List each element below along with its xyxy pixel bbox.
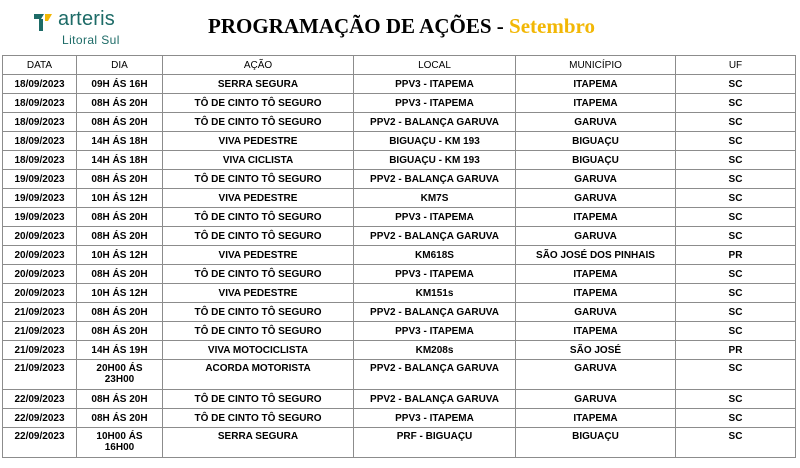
location-cell: [354, 390, 516, 409]
time-cell-text: 08H ÁS 20H: [91, 268, 148, 280]
date-cell-text: 19/09/2023: [14, 192, 65, 204]
municipality-cell-text: GARUVA: [574, 363, 617, 374]
state-cell-text: SC: [728, 154, 743, 166]
title-main: PROGRAMAÇÃO DE AÇÕES: [208, 14, 492, 38]
municipality-cell-text: ITAPEMA: [573, 97, 618, 109]
municipality-cell-text: BIGUAÇU: [572, 431, 619, 442]
municipality-cell: [516, 360, 676, 390]
time-cell: [77, 170, 163, 189]
action-cell-text: TÔ DE CINTO TÔ SEGURO: [194, 173, 322, 185]
municipality-cell-text: GARUVA: [574, 192, 617, 204]
action-cell-text: TÔ DE CINTO TÔ SEGURO: [194, 230, 322, 242]
time-cell-text: 14H ÁS 18H: [91, 135, 148, 147]
location-cell: [354, 284, 516, 303]
state-cell: [676, 284, 796, 303]
municipality-cell-text: GARUVA: [574, 306, 617, 318]
date-cell-text: 18/09/2023: [14, 154, 65, 166]
time-cell-text: 08H ÁS 20H: [91, 97, 148, 109]
municipality-cell-text: ITAPEMA: [573, 268, 618, 280]
time-cell-text: 08H ÁS 20H: [91, 325, 148, 337]
table-row: [3, 409, 796, 428]
action-cell: [163, 151, 354, 170]
time-cell-text: 10H ÁS 12H: [91, 249, 148, 261]
date-cell: [3, 428, 77, 458]
municipality-cell-text: GARUVA: [574, 230, 617, 242]
date-cell-text: 20/09/2023: [14, 230, 65, 242]
location-cell-text: PPV3 - ITAPEMA: [395, 97, 474, 109]
date-cell-text: 21/09/2023: [14, 344, 65, 356]
time-cell-text: 10H00 ÁS 16H00: [96, 431, 143, 453]
state-cell: [676, 189, 796, 208]
municipality-cell: [516, 94, 676, 113]
time-cell-text: 08H ÁS 20H: [91, 393, 148, 405]
date-cell: [3, 322, 77, 341]
date-cell: [3, 170, 77, 189]
municipality-cell-text: SÃO JOSÉ: [569, 344, 622, 356]
time-cell-text: 10H ÁS 12H: [91, 192, 148, 204]
location-cell: [354, 322, 516, 341]
date-cell: [3, 132, 77, 151]
municipality-cell-text: ITAPEMA: [573, 287, 618, 299]
action-cell-text: VIVA CICLISTA: [222, 154, 294, 166]
location-cell-text: KM208s: [415, 344, 454, 356]
time-cell: [77, 360, 163, 390]
time-cell-text: 08H ÁS 20H: [91, 230, 148, 242]
municipality-cell: [516, 189, 676, 208]
municipality-cell: [516, 303, 676, 322]
location-cell: [354, 113, 516, 132]
municipality-cell: [516, 75, 676, 94]
municipality-cell: [516, 284, 676, 303]
action-cell-text: TÔ DE CINTO TÔ SEGURO: [194, 325, 322, 337]
arteris-mark-icon: [32, 10, 54, 32]
date-cell-text: 18/09/2023: [14, 78, 65, 90]
table-row: [3, 360, 796, 390]
action-cell-text: SERRA SEGURA: [217, 431, 299, 442]
table-row: [3, 246, 796, 265]
municipality-cell: [516, 151, 676, 170]
location-cell-text: KM7S: [420, 192, 449, 204]
municipality-cell: [516, 322, 676, 341]
table-row: [3, 284, 796, 303]
state-cell-text: SC: [728, 287, 743, 299]
time-cell-text: 08H ÁS 20H: [91, 306, 148, 318]
state-cell: [676, 246, 796, 265]
date-cell: [3, 265, 77, 284]
date-cell: [3, 75, 77, 94]
date-cell-text: 21/09/2023: [14, 325, 65, 337]
location-cell-text: PPV2 - BALANÇA GARUVA: [370, 306, 499, 318]
action-cell-text: TÔ DE CINTO TÔ SEGURO: [194, 268, 322, 280]
title-separator: -: [491, 14, 510, 38]
location-cell: [354, 360, 516, 390]
municipality-cell: [516, 341, 676, 360]
location-cell-text: PPV2 - BALANÇA GARUVA: [370, 230, 499, 242]
action-cell: [163, 360, 354, 390]
action-cell: [163, 322, 354, 341]
time-cell: [77, 322, 163, 341]
date-cell-text: 20/09/2023: [14, 249, 65, 261]
location-cell-text: PPV3 - ITAPEMA: [395, 325, 474, 337]
header: [0, 0, 800, 55]
location-cell: [354, 208, 516, 227]
header-acao: AÇÃO: [163, 56, 354, 75]
time-cell-text: 09H ÁS 16H: [91, 78, 148, 90]
state-cell-text: SC: [728, 393, 743, 405]
municipality-cell: [516, 208, 676, 227]
location-cell: [354, 94, 516, 113]
state-cell: [676, 322, 796, 341]
time-cell: [77, 113, 163, 132]
date-cell: [3, 390, 77, 409]
location-cell: [354, 428, 516, 458]
table-row: [3, 189, 796, 208]
location-cell: [354, 341, 516, 360]
time-cell: [77, 428, 163, 458]
municipality-cell: [516, 113, 676, 132]
header-municipio: MUNICÍPIO: [516, 56, 676, 75]
municipality-cell: [516, 132, 676, 151]
state-cell-text: SC: [728, 363, 743, 374]
title-month: Setembro: [509, 14, 595, 38]
action-cell: [163, 341, 354, 360]
table-row: [3, 390, 796, 409]
action-cell: [163, 428, 354, 458]
arteris-logo: [32, 8, 142, 48]
municipality-cell: [516, 428, 676, 458]
table-row: [3, 113, 796, 132]
action-cell: [163, 75, 354, 94]
location-cell: [354, 189, 516, 208]
date-cell: [3, 94, 77, 113]
date-cell-text: 21/09/2023: [14, 363, 65, 374]
action-cell: [163, 189, 354, 208]
date-cell-text: 19/09/2023: [14, 173, 65, 185]
header-uf: UF: [676, 56, 796, 75]
time-cell: [77, 409, 163, 428]
state-cell-text: SC: [728, 412, 743, 424]
action-cell: [163, 390, 354, 409]
municipality-cell-text: BIGUAÇU: [572, 154, 619, 166]
location-cell: [354, 132, 516, 151]
action-cell-text: ACORDA MOTORISTA: [205, 363, 311, 374]
location-cell: [354, 170, 516, 189]
time-cell: [77, 208, 163, 227]
time-cell-text: 08H ÁS 20H: [91, 211, 148, 223]
time-cell: [77, 94, 163, 113]
table-row: [3, 75, 796, 94]
action-cell: [163, 208, 354, 227]
action-cell-text: VIVA MOTOCICLISTA: [207, 344, 309, 356]
action-cell: [163, 94, 354, 113]
state-cell-text: PR: [728, 344, 743, 356]
date-cell-text: 19/09/2023: [14, 211, 65, 223]
table-row: [3, 227, 796, 246]
action-cell-text: SERRA SEGURA: [217, 78, 299, 90]
location-cell-text: PPV3 - ITAPEMA: [395, 211, 474, 223]
action-cell: [163, 284, 354, 303]
location-cell: [354, 303, 516, 322]
action-cell-text: TÔ DE CINTO TÔ SEGURO: [194, 412, 322, 424]
table-row: [3, 428, 796, 458]
table-row: [3, 170, 796, 189]
action-cell-text: VIVA PEDESTRE: [218, 249, 298, 261]
municipality-cell-text: BIGUAÇU: [572, 135, 619, 147]
action-cell-text: VIVA PEDESTRE: [218, 135, 298, 147]
header-dia: DIA: [77, 56, 163, 75]
action-cell: [163, 132, 354, 151]
location-cell: [354, 246, 516, 265]
time-cell: [77, 132, 163, 151]
location-cell-text: BIGUAÇU - KM 193: [389, 135, 480, 147]
location-cell: [354, 75, 516, 94]
action-cell-text: TÔ DE CINTO TÔ SEGURO: [194, 306, 322, 318]
time-cell: [77, 284, 163, 303]
location-cell-text: PPV2 - BALANÇA GARUVA: [370, 116, 499, 128]
municipality-cell-text: ITAPEMA: [573, 325, 618, 337]
date-cell: [3, 341, 77, 360]
location-cell-text: KM618S: [415, 249, 454, 261]
municipality-cell: [516, 246, 676, 265]
header-local: LOCAL: [354, 56, 516, 75]
state-cell-text: SC: [728, 135, 743, 147]
action-cell: [163, 170, 354, 189]
location-cell-text: PPV3 - ITAPEMA: [395, 268, 474, 280]
municipality-cell: [516, 227, 676, 246]
action-cell-text: TÔ DE CINTO TÔ SEGURO: [194, 393, 322, 405]
municipality-cell: [516, 409, 676, 428]
state-cell: [676, 170, 796, 189]
time-cell: [77, 246, 163, 265]
table-row: [3, 322, 796, 341]
location-cell-text: PPV3 - ITAPEMA: [395, 78, 474, 90]
table-row: [3, 94, 796, 113]
time-cell-text: 14H ÁS 19H: [91, 344, 148, 356]
action-cell: [163, 113, 354, 132]
action-cell-text: TÔ DE CINTO TÔ SEGURO: [194, 116, 322, 128]
brand-subtitle: Litoral Sul: [62, 33, 120, 47]
municipality-cell-text: ITAPEMA: [573, 78, 618, 90]
time-cell: [77, 390, 163, 409]
state-cell: [676, 341, 796, 360]
location-cell-text: PPV3 - ITAPEMA: [395, 412, 474, 424]
brand-name: arteris: [58, 8, 115, 30]
date-cell: [3, 208, 77, 227]
municipality-cell-text: SÃO JOSÉ DOS PINHAIS: [536, 249, 655, 261]
date-cell-text: 20/09/2023: [14, 287, 65, 299]
state-cell: [676, 360, 796, 390]
time-cell-text: 08H ÁS 20H: [91, 173, 148, 185]
table-row: [3, 132, 796, 151]
date-cell-text: 22/09/2023: [14, 393, 65, 405]
state-cell-text: SC: [728, 230, 743, 242]
date-cell-text: 22/09/2023: [14, 412, 65, 424]
location-cell-text: PPV2 - BALANÇA GARUVA: [370, 393, 499, 405]
state-cell: [676, 113, 796, 132]
date-cell: [3, 189, 77, 208]
time-cell: [77, 303, 163, 322]
municipality-cell: [516, 390, 676, 409]
state-cell-text: SC: [728, 431, 743, 442]
state-cell: [676, 151, 796, 170]
date-cell: [3, 246, 77, 265]
date-cell: [3, 284, 77, 303]
location-cell-text: PPV2 - BALANÇA GARUVA: [370, 173, 499, 185]
municipality-cell: [516, 265, 676, 284]
state-cell: [676, 94, 796, 113]
location-cell-text: PRF - BIGUAÇU: [396, 431, 473, 442]
state-cell-text: SC: [728, 268, 743, 280]
page-title: [208, 14, 595, 39]
state-cell: [676, 428, 796, 458]
time-cell-text: 08H ÁS 20H: [91, 412, 148, 424]
location-cell-text: PPV2 - BALANÇA GARUVA: [370, 363, 499, 374]
date-cell: [3, 409, 77, 428]
state-cell-text: PR: [728, 249, 743, 261]
time-cell-text: 14H ÁS 18H: [91, 154, 148, 166]
date-cell-text: 18/09/2023: [14, 116, 65, 128]
action-cell: [163, 246, 354, 265]
state-cell-text: SC: [728, 78, 743, 90]
state-cell: [676, 409, 796, 428]
state-cell: [676, 75, 796, 94]
action-cell-text: TÔ DE CINTO TÔ SEGURO: [194, 211, 322, 223]
date-cell-text: 18/09/2023: [14, 135, 65, 147]
location-cell-text: BIGUAÇU - KM 193: [389, 154, 480, 166]
time-cell: [77, 151, 163, 170]
state-cell-text: SC: [728, 306, 743, 318]
time-cell: [77, 265, 163, 284]
time-cell-text: 10H ÁS 12H: [91, 287, 148, 299]
state-cell: [676, 227, 796, 246]
action-cell-text: VIVA PEDESTRE: [218, 192, 298, 204]
table-row: [3, 208, 796, 227]
state-cell-text: SC: [728, 211, 743, 223]
date-cell: [3, 303, 77, 322]
state-cell-text: SC: [728, 325, 743, 337]
state-cell: [676, 265, 796, 284]
time-cell: [77, 227, 163, 246]
action-cell: [163, 303, 354, 322]
time-cell: [77, 75, 163, 94]
date-cell-text: 21/09/2023: [14, 306, 65, 318]
municipality-cell-text: ITAPEMA: [573, 211, 618, 223]
time-cell: [77, 189, 163, 208]
location-cell: [354, 265, 516, 284]
date-cell-text: 20/09/2023: [14, 268, 65, 280]
location-cell: [354, 227, 516, 246]
action-cell: [163, 227, 354, 246]
time-cell-text: 20H00 ÁS 23H00: [96, 363, 143, 385]
table-header-row: [3, 56, 796, 75]
municipality-cell-text: ITAPEMA: [573, 412, 618, 424]
time-cell: [77, 341, 163, 360]
location-cell: [354, 409, 516, 428]
action-cell: [163, 265, 354, 284]
date-cell-text: 22/09/2023: [14, 431, 65, 442]
municipality-cell-text: GARUVA: [574, 173, 617, 185]
municipality-cell-text: GARUVA: [574, 116, 617, 128]
municipality-cell: [516, 170, 676, 189]
schedule-table: [2, 55, 796, 458]
state-cell: [676, 303, 796, 322]
action-cell-text: TÔ DE CINTO TÔ SEGURO: [194, 97, 322, 109]
state-cell: [676, 132, 796, 151]
date-cell: [3, 227, 77, 246]
table-row: [3, 341, 796, 360]
date-cell-text: 18/09/2023: [14, 97, 65, 109]
date-cell: [3, 151, 77, 170]
location-cell: [354, 151, 516, 170]
state-cell-text: SC: [728, 192, 743, 204]
location-cell-text: KM151s: [415, 287, 454, 299]
header-data: DATA: [3, 56, 77, 75]
state-cell: [676, 208, 796, 227]
action-cell-text: VIVA PEDESTRE: [218, 287, 298, 299]
table-row: [3, 151, 796, 170]
state-cell-text: SC: [728, 97, 743, 109]
action-cell: [163, 409, 354, 428]
time-cell-text: 08H ÁS 20H: [91, 116, 148, 128]
table-row: [3, 303, 796, 322]
state-cell-text: SC: [728, 116, 743, 128]
date-cell: [3, 113, 77, 132]
date-cell: [3, 360, 77, 390]
state-cell-text: SC: [728, 173, 743, 185]
municipality-cell-text: GARUVA: [574, 393, 617, 405]
table-row: [3, 265, 796, 284]
state-cell: [676, 390, 796, 409]
